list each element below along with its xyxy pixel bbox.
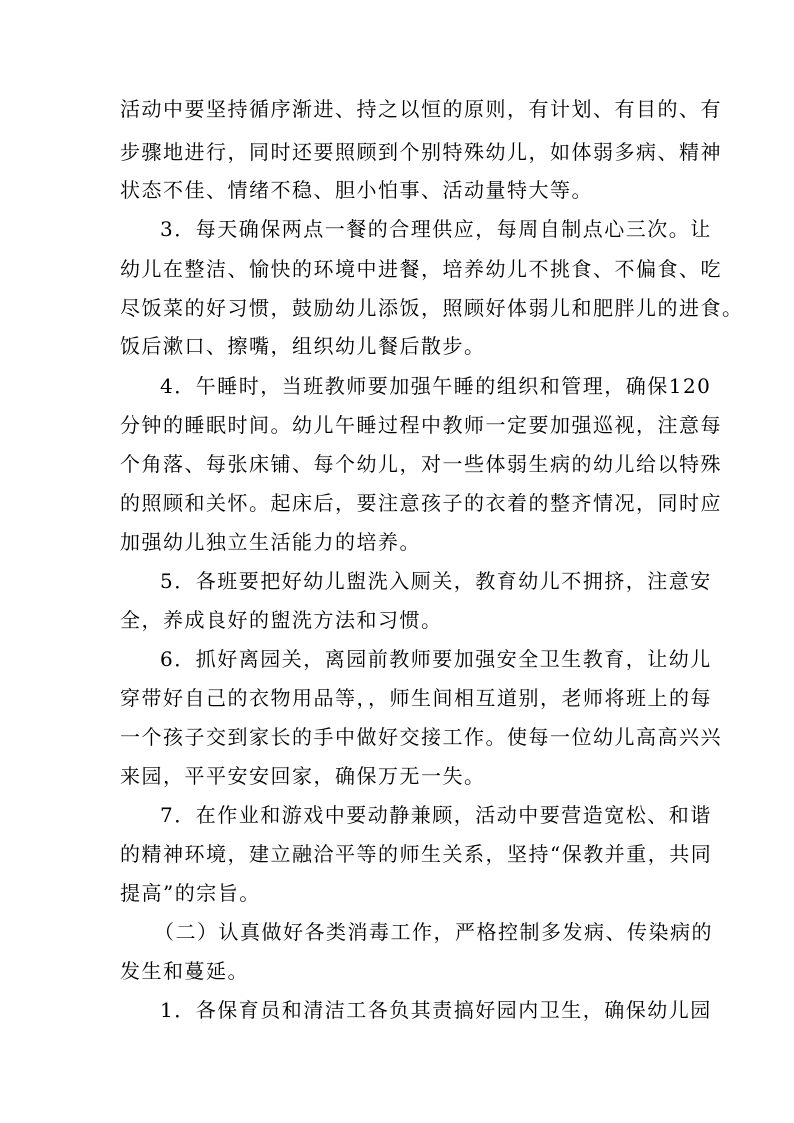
paragraph-start-line: 6．抓好离园关，离园前教师要加强安全卫生教育，让幼儿 <box>160 647 712 671</box>
text-line: 分钟的睡眠时间。幼儿午睡过程中教师一定要加强巡视，注意每 <box>120 413 722 437</box>
text-line: 活动中要坚持循序渐进、持之以恒的原则，有计划、有目的、有 <box>120 97 722 121</box>
paragraph-start-line: 1．各保育员和清洁工各负其责搞好园内卫生，确保幼儿园 <box>160 998 712 1022</box>
text-line: 穿带好自己的衣物用品等，，师生间相互道别，老师将班上的每 <box>120 686 712 710</box>
paragraph-start-line: 7．在作业和游戏中要动静兼顾，活动中要营造宽松、和谐 <box>160 803 712 827</box>
text-line: 一个孩子交到家长的手中做好交接工作。使每一位幼儿高高兴兴 <box>120 725 722 749</box>
text-line: 加强幼儿独立生活能力的培养。 <box>120 530 421 554</box>
text-line: 幼儿在整洁、愉快的环境中进餐，培养幼儿不挑食、不偏食、吃 <box>120 257 722 281</box>
section-heading-line: （二）认真做好各类消毒工作，严格控制多发病、传染病的 <box>154 920 713 944</box>
text-line: 发生和蔓延。 <box>120 959 249 983</box>
text-line: 的照顾和关怀。起床后，要注意孩子的衣着的整齐情况，同时应 <box>120 491 722 515</box>
text-line: 提高”的宗旨。 <box>120 881 261 905</box>
text-line: 尽饭菜的好习惯，鼓励幼儿添饭，照顾好体弱儿和肥胖儿的进食。 <box>120 296 744 320</box>
text-line: 步骤地进行，同时还要照顾到个别特殊幼儿，如体弱多病、精神 <box>120 140 722 164</box>
text-line: 饭后漱口、擦嘴，组织幼儿餐后散步。 <box>120 334 486 358</box>
paragraph-start-line: 5．各班要把好幼儿盥洗入厕关，教育幼儿不拥挤，注意安 <box>160 569 712 593</box>
paragraph-start-line: 3．每天确保两点一餐的合理供应，每周自制点心三次。让 <box>160 217 712 241</box>
text-line: 来园，平平安安回家，确保万无一失。 <box>120 764 486 788</box>
text-line: 全，养成良好的盥洗方法和习惯。 <box>120 608 443 632</box>
paragraph-start-line: 4．午睡时，当班教师要加强午睡的组织和管理，确保120 <box>160 374 712 398</box>
text-line: 状态不佳、情绪不稳、胆小怕事、活动量特大等。 <box>120 178 593 202</box>
text-line: 的精神环境，建立融洽平等的师生关系，坚持“保教并重，共同 <box>120 842 713 866</box>
text-line: 个角落、每张床铺、每个幼儿，对一些体弱生病的幼儿给以特殊 <box>120 452 722 476</box>
